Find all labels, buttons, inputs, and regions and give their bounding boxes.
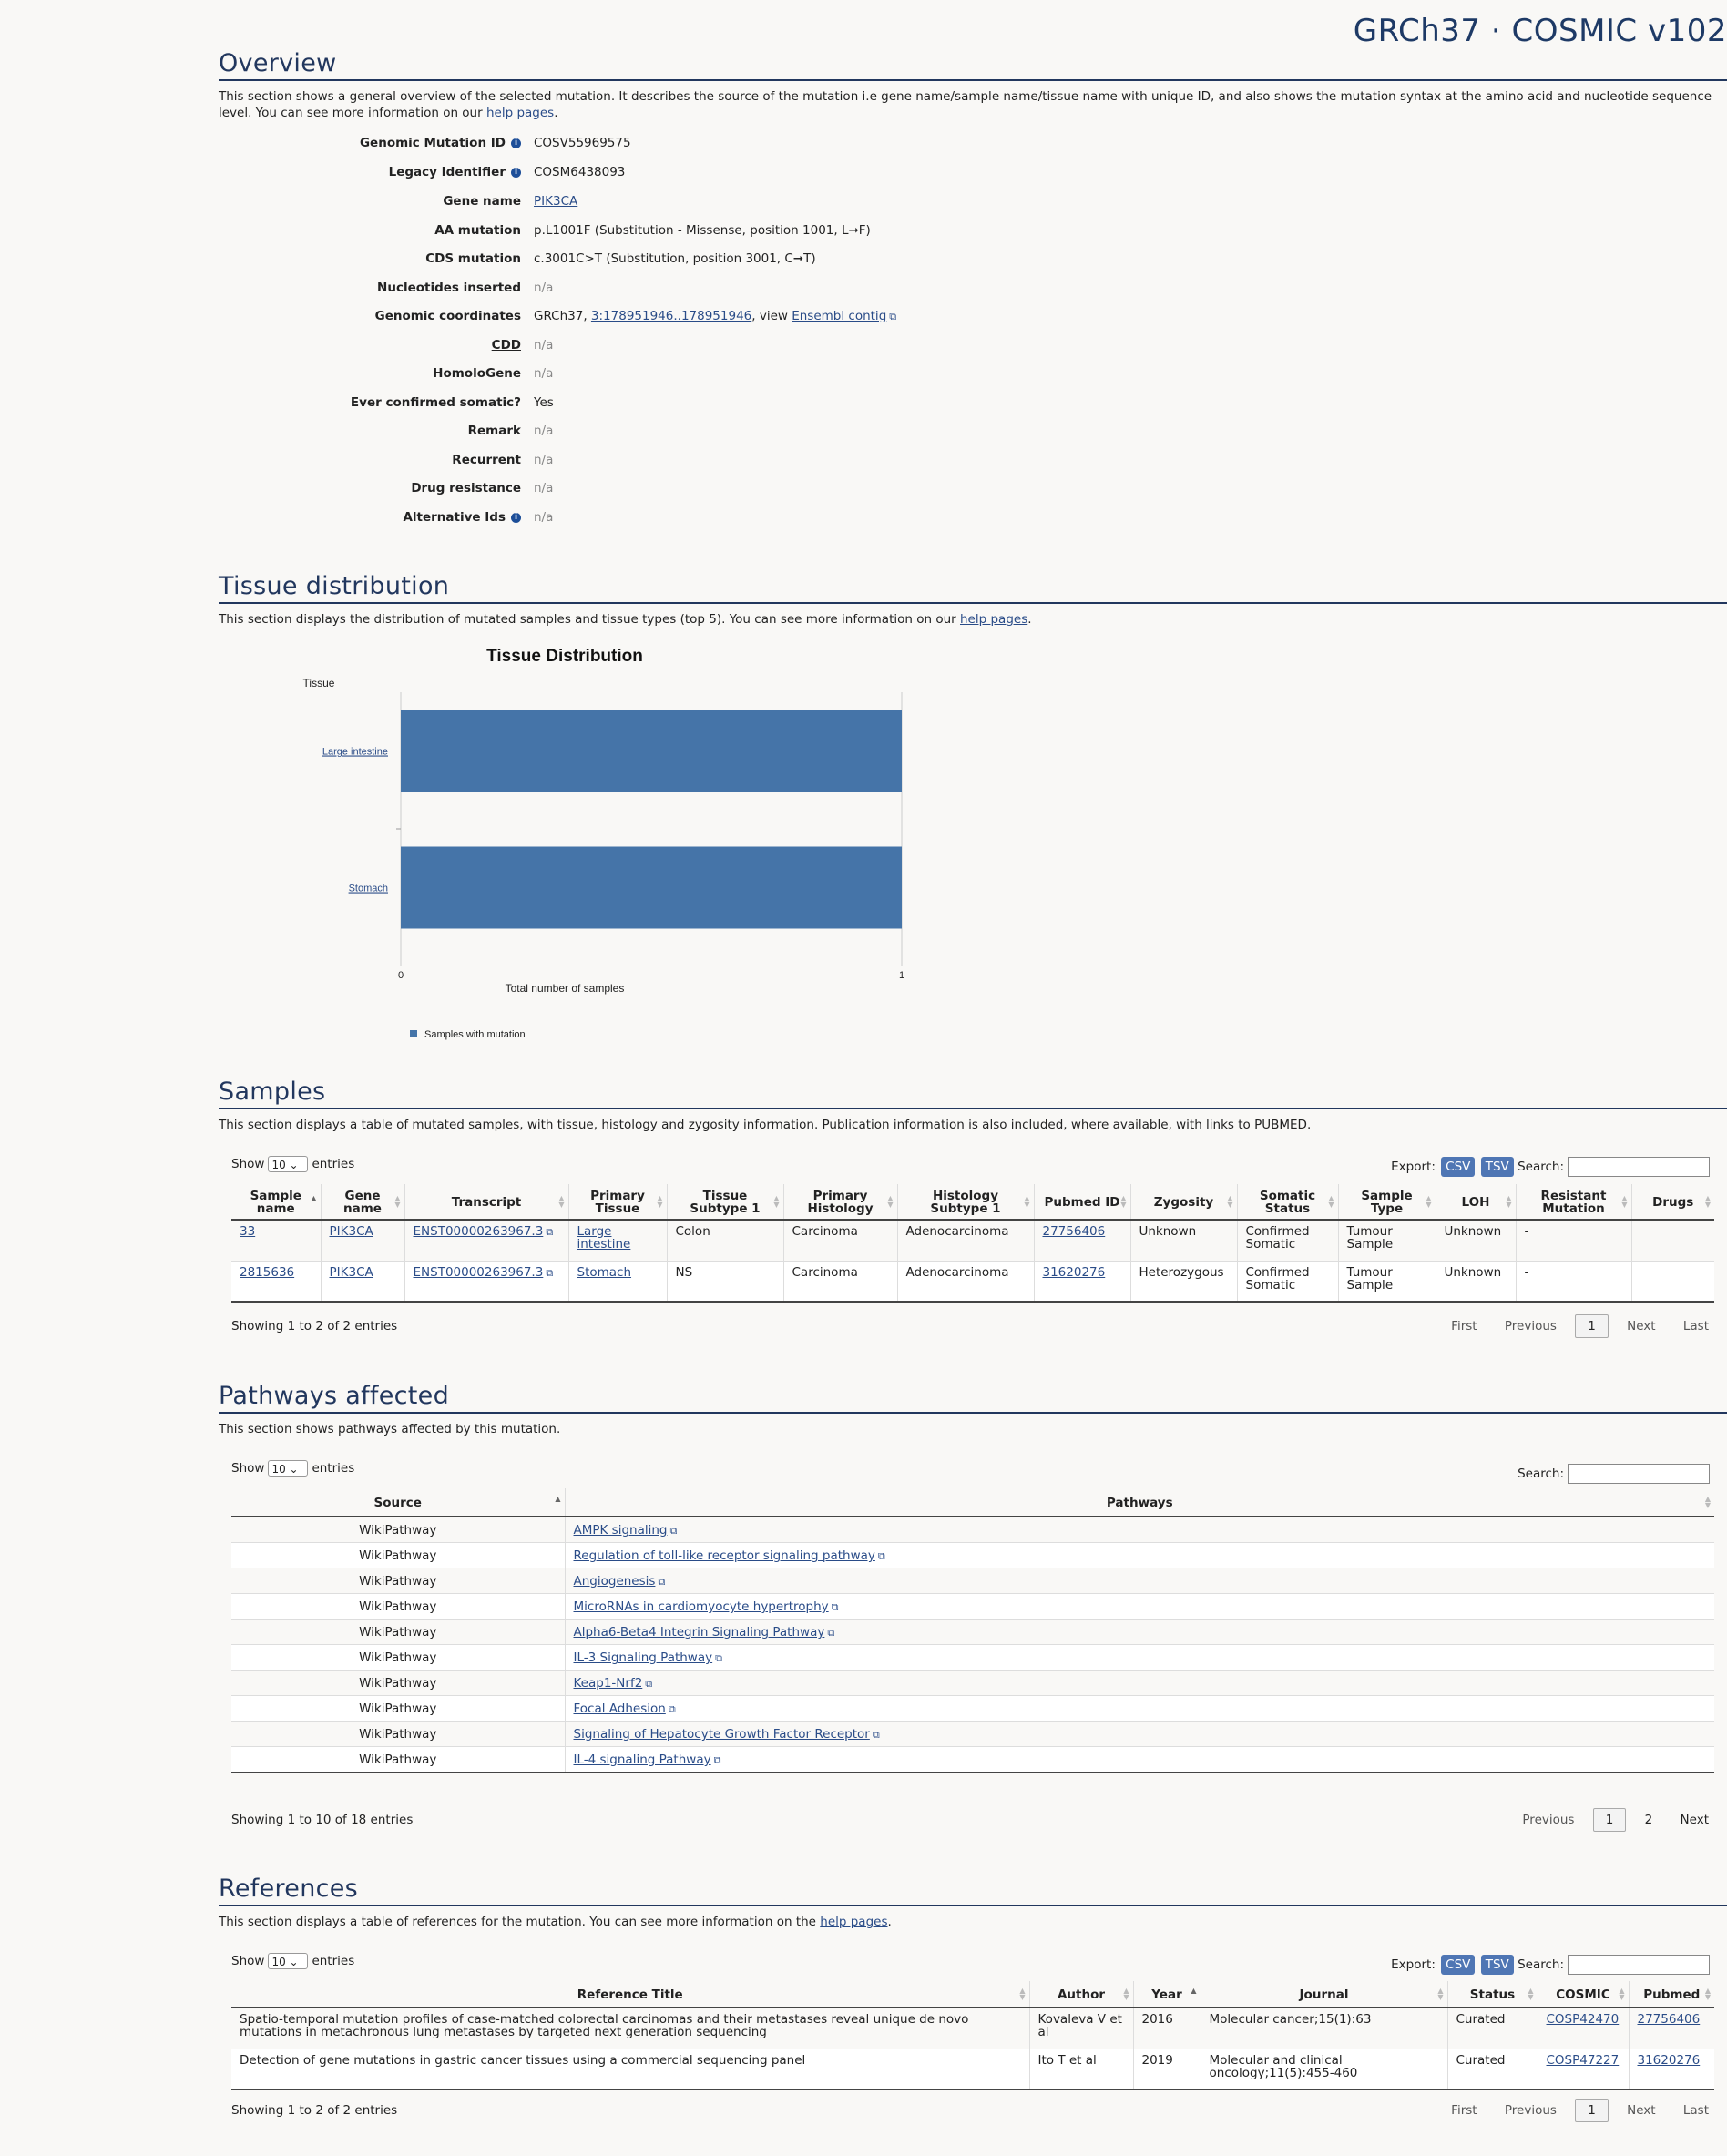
col-pubmed-id[interactable]: Pubmed ID ▲ ▼ — [1034, 1184, 1130, 1220]
pager-previous[interactable]: Previous — [1522, 1813, 1575, 1827]
col-primary-tissue[interactable]: Primary Tissue ▲ ▼ — [568, 1184, 667, 1220]
samples-export-search: Export: CSV TSV Search: — [1391, 1157, 1710, 1177]
pathway-source: WikiPathway — [231, 1543, 565, 1568]
col-sample-type[interactable]: Sample Type ▲ ▼ — [1338, 1184, 1436, 1220]
pager-first[interactable]: First — [1451, 2103, 1477, 2118]
external-link-icon: ⧉ — [889, 311, 897, 322]
pubmed-link[interactable]: 27756406 — [1637, 2012, 1701, 2027]
pager-current[interactable]: 1 — [1593, 1808, 1627, 1832]
pathways-table — [231, 1488, 1714, 1773]
pathway-link[interactable]: Focal Adhesion — [573, 1701, 666, 1716]
chart-legend — [410, 1029, 526, 1040]
col-somatic-status[interactable]: Somatic Status ▲ ▼ — [1237, 1184, 1338, 1220]
table-row: 2815636 PIK3CA ENST00000263967.3 ⧉ Stomach NS Carcinoma Adenocarcinoma 31620276 Heterozygous Confirmed Somatic Tumour Sample Unknown - — [231, 1261, 1714, 1302]
cosmic-link[interactable]: COSP42470 — [1546, 2012, 1620, 2027]
external-link-icon: ⧉ — [831, 1601, 839, 1613]
help-pages-link[interactable]: help pages — [960, 612, 1028, 627]
pathways-title: Pathways affected — [219, 1382, 1727, 1414]
table-row — [231, 1747, 1714, 1773]
pathways-length-control: Show 10 ⌄ entries — [231, 1461, 355, 1476]
samples-info: Showing 1 to 2 of 2 entries — [231, 1319, 398, 1333]
references-pagination — [1427, 2099, 1709, 2122]
pager-previous[interactable]: Previous — [1504, 1319, 1557, 1333]
external-link-icon: ⧉ — [669, 1525, 678, 1537]
col-pathways[interactable]: Pathways ▲ ▼ — [565, 1488, 1714, 1517]
pathway-link[interactable]: Alpha6-Beta4 Integrin Signaling Pathway — [573, 1625, 825, 1640]
pathways-search-input[interactable] — [1568, 1464, 1710, 1484]
help-pages-link[interactable]: help pages — [820, 1915, 888, 1929]
chart-tick-label: 1 — [898, 970, 905, 981]
table-row — [231, 1645, 1714, 1671]
pathway-source: WikiPathway — [231, 1671, 565, 1696]
table-row — [231, 1543, 1714, 1568]
pathway-link[interactable]: AMPK signaling — [573, 1523, 668, 1538]
col-gene-name[interactable]: Gene name ▲ ▼ — [321, 1184, 404, 1220]
table-row — [231, 1696, 1714, 1722]
pathways-info: Showing 1 to 10 of 18 entries — [231, 1813, 414, 1827]
coordinates-link[interactable]: 3:178951946..178951946 — [590, 309, 752, 323]
tissue-link[interactable]: Large intestine — [577, 1224, 631, 1252]
export-tsv-button[interactable]: TSV — [1481, 1955, 1514, 1975]
info-icon[interactable]: i — [511, 168, 521, 178]
samples-title: Samples — [219, 1078, 1727, 1109]
samples-header-row — [231, 1184, 1714, 1220]
col-primary-histology[interactable]: Primary Histology ▲ ▼ — [783, 1184, 897, 1220]
col-year[interactable]: Year ▲ — [1133, 1981, 1201, 2008]
pager-last[interactable]: Last — [1682, 2103, 1709, 2118]
pathway-link[interactable]: IL-3 Signaling Pathway — [573, 1650, 713, 1665]
col-histology-subtype[interactable]: Histology Subtype 1 ▲ ▼ — [897, 1184, 1034, 1220]
entries-select[interactable]: 10 ⌄ — [268, 1156, 308, 1172]
overview-section — [219, 49, 1727, 121]
pathway-link[interactable]: Keap1-Nrf2 — [573, 1676, 643, 1691]
pager-current[interactable]: 1 — [1575, 1314, 1609, 1338]
tissue-distribution-chart — [219, 638, 966, 1057]
pathway-link[interactable]: IL-4 signaling Pathway — [573, 1752, 711, 1767]
pathway-link[interactable]: MicroRNAs in cardiomyocyte hypertrophy — [573, 1599, 829, 1614]
references-search-input[interactable] — [1568, 1955, 1710, 1975]
pathways-header-row — [231, 1488, 1714, 1517]
col-sample-name[interactable]: Sample name ▲ — [231, 1184, 321, 1220]
pathways-section — [219, 1382, 1727, 1437]
chart-x-axis-label: Total number of samples — [505, 982, 625, 995]
references-section — [219, 1875, 1727, 1930]
tissue-section — [219, 572, 1727, 628]
tissue-link[interactable]: Stomach — [577, 1264, 632, 1280]
external-link-icon: ⧉ — [877, 1550, 885, 1562]
col-cosmic[interactable]: COSMIC ▲ ▼ — [1538, 1981, 1629, 2008]
pubmed-link[interactable]: 31620276 — [1637, 2052, 1701, 2068]
external-link-icon: ⧉ — [546, 1266, 554, 1279]
samples-table — [231, 1184, 1714, 1303]
col-status[interactable]: Status ▲ ▼ — [1447, 1981, 1538, 2008]
chart-bar[interactable] — [401, 847, 902, 929]
cosmic-link[interactable]: COSP47227 — [1546, 2052, 1620, 2068]
sample-link[interactable]: 2815636 — [240, 1264, 295, 1280]
samples-pagination — [1427, 1314, 1709, 1338]
brand-title: GRCh37 · COSMIC v102 — [1353, 13, 1727, 49]
col-source[interactable]: Source ▲ — [231, 1488, 565, 1517]
col-author[interactable]: Author ▲ ▼ — [1029, 1981, 1133, 2008]
references-description: This section displays a table of references for the mutation. You can see more information on the help pages. — [219, 1915, 892, 1929]
col-resistant-mutation[interactable]: Resistant Mutation ▲ ▼ — [1516, 1184, 1631, 1220]
pathway-source: WikiPathway — [231, 1517, 565, 1543]
pager-page-2[interactable]: 2 — [1644, 1813, 1653, 1827]
table-row — [231, 1722, 1714, 1747]
info-icon[interactable]: i — [511, 138, 521, 148]
info-icon[interactable]: i — [511, 513, 521, 523]
table-row: 33 PIK3CA ENST00000263967.3 ⧉ Large intestine Colon Carcinoma Adenocarcinoma 27756406 Unknown Confirmed Somatic Tumour Sample Unknown - — [231, 1220, 1714, 1261]
samples-section — [219, 1078, 1727, 1133]
pathways-pagination — [1498, 1808, 1709, 1832]
sample-link[interactable]: 33 — [240, 1224, 256, 1239]
chart-bar[interactable] — [401, 710, 902, 792]
overview-title: Overview — [219, 49, 1727, 81]
col-loh[interactable]: LOH ▲ ▼ — [1436, 1184, 1516, 1220]
help-pages-link[interactable]: help pages — [485, 106, 555, 120]
pathway-source: WikiPathway — [231, 1620, 565, 1645]
export-tsv-button[interactable]: TSV — [1481, 1157, 1514, 1177]
external-link-icon: ⧉ — [715, 1652, 722, 1664]
col-transcript[interactable]: Transcript ▲ ▼ — [404, 1184, 568, 1220]
pathway-source: WikiPathway — [231, 1594, 565, 1620]
references-length-control: Show 10 ⌄ entries — [231, 1954, 355, 1968]
chart-title: Tissue Distribution — [486, 647, 643, 666]
external-link-icon: ⧉ — [872, 1729, 880, 1741]
col-zygosity[interactable]: Zygosity ▲ ▼ — [1130, 1184, 1237, 1220]
references-header-row — [231, 1981, 1714, 2008]
pubmed-link[interactable]: 31620276 — [1042, 1264, 1106, 1280]
pubmed-link[interactable]: 27756406 — [1042, 1224, 1106, 1239]
external-link-icon: ⧉ — [713, 1754, 721, 1766]
chart-category-label[interactable]: Stomach — [348, 883, 388, 894]
col-drugs[interactable]: Drugs ▲ ▼ — [1631, 1184, 1714, 1220]
references-title: References — [219, 1875, 1727, 1906]
pathways-description: This section shows pathways affected by this mutation. — [219, 1422, 561, 1436]
transcript-link[interactable]: ENST00000263967.3 — [413, 1264, 544, 1280]
table-row: Spatio-temporal mutation profiles of case-matched colorectal carcinomas and their metastases reveal unique de novo mutations in metachronous lung metastases by targeted next generation sequencing Kovaleva V et al 2016 Molecular cancer;15(1):63 Curated COSP42470 27756406 — [231, 2008, 1714, 2049]
pathway-source: WikiPathway — [231, 1568, 565, 1594]
gene-link[interactable]: PIK3CA — [329, 1224, 373, 1239]
gene-name-link[interactable]: PIK3CA — [534, 194, 578, 209]
references-info: Showing 1 to 2 of 2 entries — [231, 2103, 398, 2118]
table-row — [231, 1517, 1714, 1543]
references-table — [231, 1981, 1714, 2090]
pathway-link[interactable]: Angiogenesis — [573, 1574, 656, 1589]
col-journal[interactable]: Journal ▲ ▼ — [1201, 1981, 1447, 2008]
pager-previous[interactable]: Previous — [1504, 2103, 1557, 2118]
external-link-icon: ⧉ — [827, 1627, 835, 1639]
references-export-search: Export: CSV TSV Search: — [1391, 1955, 1710, 1975]
export-csv-button[interactable]: CSV — [1441, 1157, 1475, 1177]
overview-description: This section shows a general overview of the selected mutation. It describes the source of the mutation i.e gene name/sample name/tissue name with unique ID, and also shows the mutation syntax at the amino acid and nucleotide sequence level. You can see more information on our help pages. — [219, 89, 1712, 120]
pathway-link[interactable]: Regulation of toll-like receptor signaling pathway — [573, 1548, 875, 1563]
entries-select[interactable]: 10 ⌄ — [268, 1953, 308, 1969]
table-row — [231, 1594, 1714, 1620]
samples-description: This section displays a table of mutated samples, with tissue, histology and zygosity information. Publication information is also included, where available, with links to PUBMED. — [219, 1118, 1312, 1132]
pathway-source: WikiPathway — [231, 1747, 565, 1773]
ensembl-contig-link[interactable]: Ensembl contig — [792, 309, 887, 323]
entries-select[interactable]: 10 ⌄ — [268, 1460, 308, 1477]
pager-next[interactable]: Next — [1627, 2103, 1656, 2118]
external-link-icon: ⧉ — [546, 1226, 554, 1238]
table-row — [231, 1620, 1714, 1645]
pathways-search: Search: — [1518, 1464, 1710, 1484]
chart-y-axis-label: Tissue — [302, 677, 335, 690]
pager-last[interactable]: Last — [1682, 1319, 1709, 1333]
col-reference-title[interactable]: Reference Title ▲ ▼ — [231, 1981, 1029, 2008]
chart-category-label[interactable]: Large intestine — [322, 746, 388, 758]
pager-next[interactable]: Next — [1680, 1813, 1709, 1827]
export-csv-button[interactable]: CSV — [1441, 1955, 1475, 1975]
external-link-icon: ⧉ — [645, 1678, 653, 1690]
pathway-link[interactable]: Signaling of Hepatocyte Growth Factor Receptor — [573, 1727, 870, 1742]
pathway-source: WikiPathway — [231, 1645, 565, 1671]
pager-current[interactable]: 1 — [1575, 2099, 1609, 2122]
transcript-link[interactable]: ENST00000263967.3 — [413, 1224, 544, 1239]
pager-first[interactable]: First — [1451, 1319, 1477, 1333]
table-row: Detection of gene mutations in gastric cancer tissues using a commercial sequencing panel Ito T et al 2019 Molecular and clinical oncology;11(5):455-460 Curated COSP47227 31620276 — [231, 2049, 1714, 2090]
table-row — [231, 1671, 1714, 1696]
pathway-source: WikiPathway — [231, 1722, 565, 1747]
pager-next[interactable]: Next — [1627, 1319, 1656, 1333]
external-link-icon: ⧉ — [658, 1576, 666, 1588]
gene-link[interactable]: PIK3CA — [329, 1264, 373, 1280]
chart-tick-label: 0 — [397, 970, 404, 981]
samples-search-input[interactable] — [1568, 1157, 1710, 1177]
external-link-icon: ⧉ — [668, 1703, 676, 1715]
chart-legend-label: Samples with mutation — [424, 1029, 526, 1040]
chart-legend-swatch — [410, 1030, 417, 1037]
col-pubmed[interactable]: Pubmed ▲ ▼ — [1629, 1981, 1714, 2008]
table-row — [231, 1568, 1714, 1594]
pathway-source: WikiPathway — [231, 1696, 565, 1722]
tissue-description: This section displays the distribution of mutated samples and tissue types (top 5). You can see more information on our help pages. — [219, 612, 1032, 627]
samples-length-control: Show 10 ⌄ entries — [231, 1157, 355, 1171]
col-tissue-subtype[interactable]: Tissue Subtype 1 ▲ ▼ — [667, 1184, 783, 1220]
tissue-title: Tissue distribution — [219, 572, 1727, 604]
